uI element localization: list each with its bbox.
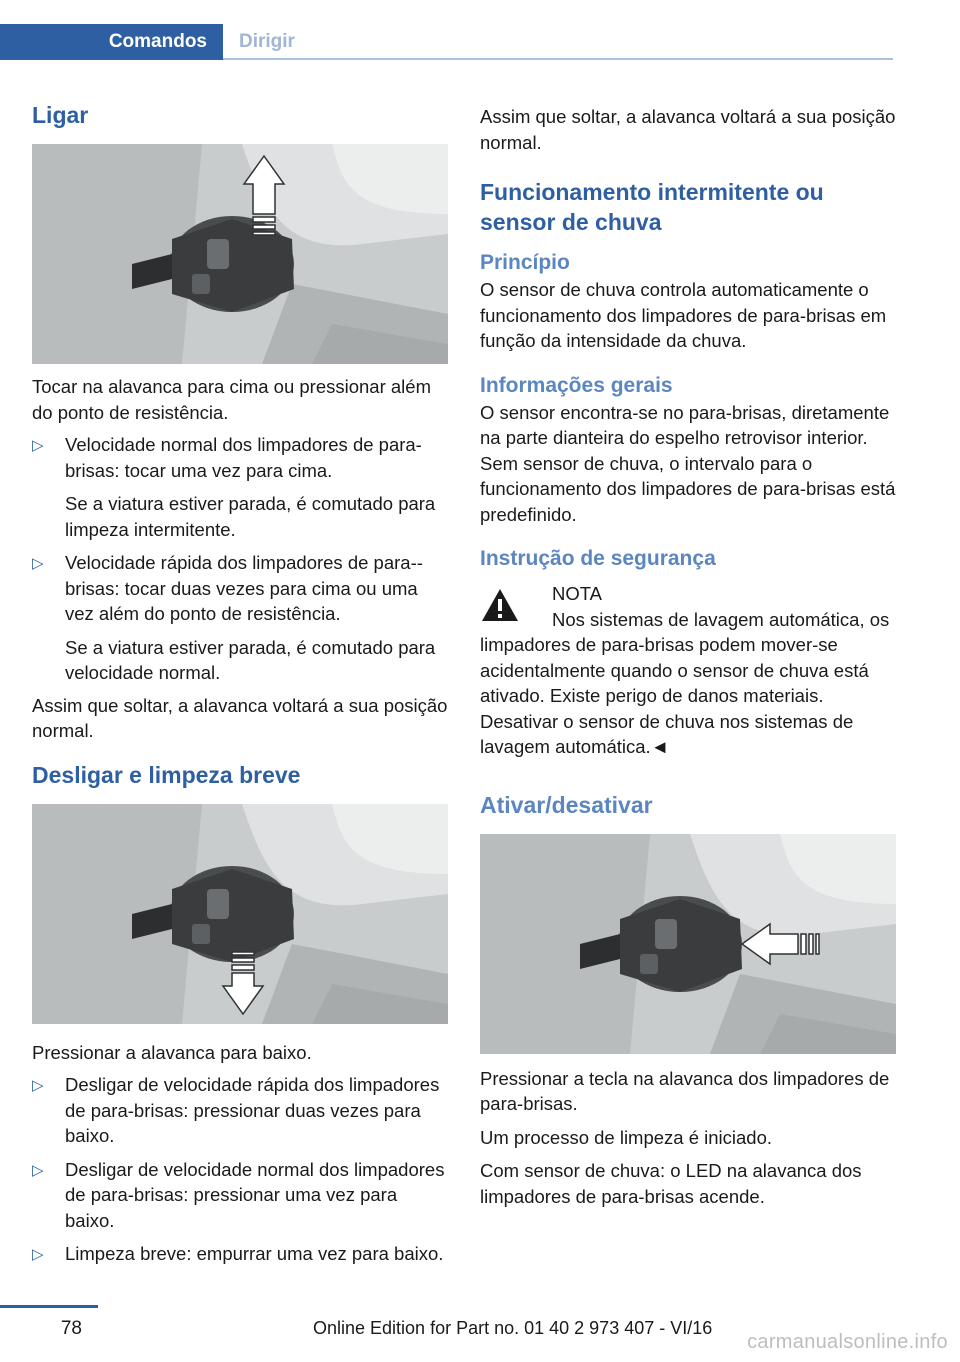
heading-principio: Princípio: [480, 251, 570, 274]
list-item-text: Limpeza breve: empurrar uma vez para baixo.: [65, 1243, 444, 1264]
tab-dirigir[interactable]: Dirigir: [239, 31, 295, 52]
list-item-text: Velocidade rápida dos limpadores de para--brisas: tocar duas vezes para cima ou uma vez além do ponto de resistência.: [65, 552, 423, 624]
heading-desligar: Desligar e limpeza breve: [32, 761, 301, 788]
desligar-list: [32, 1072, 448, 1267]
ligar-intro: Tocar na alavanca para cima ou pressionar além do ponto de resistência.: [32, 376, 431, 423]
triangle-bullet-icon: ▷: [32, 1077, 44, 1094]
nota-text: Nos sistemas de lavagem automática, os limpadores de para-brisas podem mover-se acidentalmente quando o sensor de chuva está ativado. Existe perigo de danos materiais. Desativar o sensor de chuva nos sistemas de lavagem automática.◄: [480, 608, 890, 757]
tab-underline: [223, 58, 893, 60]
figure-lever-down: [32, 804, 448, 1024]
triangle-bullet-icon: ▷: [32, 437, 44, 454]
list-item: [32, 1157, 448, 1234]
header-tabbar: [0, 24, 893, 60]
list-item: [32, 550, 448, 686]
info-text: O sensor encontra-se no para-brisas, diretamente na parte dianteira do espelho retrovisor interior. Sem sensor de chuva, o intervalo para o funcionamento dos limpadores de para-brisas está predefinido.: [480, 401, 896, 525]
heading-ativar: Ativar/desativar: [480, 791, 653, 818]
list-item: [32, 1241, 448, 1267]
heading-seguranca: Instrução de segurança: [480, 547, 716, 570]
left-column: [32, 100, 448, 1267]
nota-label: NOTA: [552, 583, 603, 604]
heading-ligar: Ligar: [32, 102, 89, 128]
warning-triangle-icon: [480, 587, 520, 628]
footer-rule: [0, 1305, 98, 1308]
triangle-bullet-icon: ▷: [32, 555, 44, 572]
continued-text: Assim que soltar, a alavanca voltará a sua posição normal.: [480, 106, 896, 153]
watermark: carmanualsonline.info: [747, 1331, 948, 1353]
ligar-after: Assim que soltar, a alavanca voltará a sua posição normal.: [32, 694, 448, 741]
figure-lever-up: [32, 144, 448, 364]
figure-lever-button: [480, 834, 896, 1054]
ativar-text-3: Com sensor de chuva: o LED na alavanca dos limpadores de para-brisas acende.: [480, 1160, 862, 1207]
list-item-text: Desligar de velocidade rápida dos limpadores de para-brisas: pressionar duas vezes para baixo.: [65, 1074, 440, 1146]
ativar-text-2: Um processo de limpeza é iniciado.: [480, 1126, 773, 1148]
edition-text: Online Edition for Part no. 01 40 2 973 407 - VI/16: [313, 1318, 713, 1338]
list-item-note: Se a viatura estiver parada, é comutado para limpeza intermitente.: [65, 493, 436, 540]
triangle-bullet-icon: ▷: [32, 1161, 44, 1179]
list-item-text: Velocidade normal dos limpadores de para-brisas: tocar uma vez para cima.: [65, 434, 422, 481]
tab-comandos[interactable]: Comandos: [0, 24, 223, 60]
list-item: [32, 1072, 448, 1149]
page-number: 78: [60, 1318, 82, 1339]
right-column: [480, 104, 896, 1209]
desligar-intro: Pressionar a alavanca para baixo.: [32, 1041, 312, 1063]
list-item-text: Desligar de velocidade normal dos limpadores de para-brisas: pressionar uma vez para baixo.: [65, 1158, 445, 1231]
list-item-note: Se a viatura estiver parada, é comutado para velocidade normal.: [65, 636, 436, 683]
triangle-bullet-icon: ▷: [32, 1246, 44, 1263]
ligar-list: [32, 432, 448, 686]
warning-box: [480, 581, 896, 760]
list-item: [32, 432, 448, 542]
heading-informacoes: Informações gerais: [480, 373, 673, 397]
heading-funcionamento: Funcionamento intermitente ou sensor de chuva: [480, 179, 824, 235]
principio-text: O sensor de chuva controla automaticamente o funcionamento dos limpadores de para-brisas em função da intensidade da chuva.: [480, 279, 887, 351]
ativar-text-1: Pressionar a tecla na alavanca dos limpadores de para-brisas.: [480, 1067, 890, 1114]
